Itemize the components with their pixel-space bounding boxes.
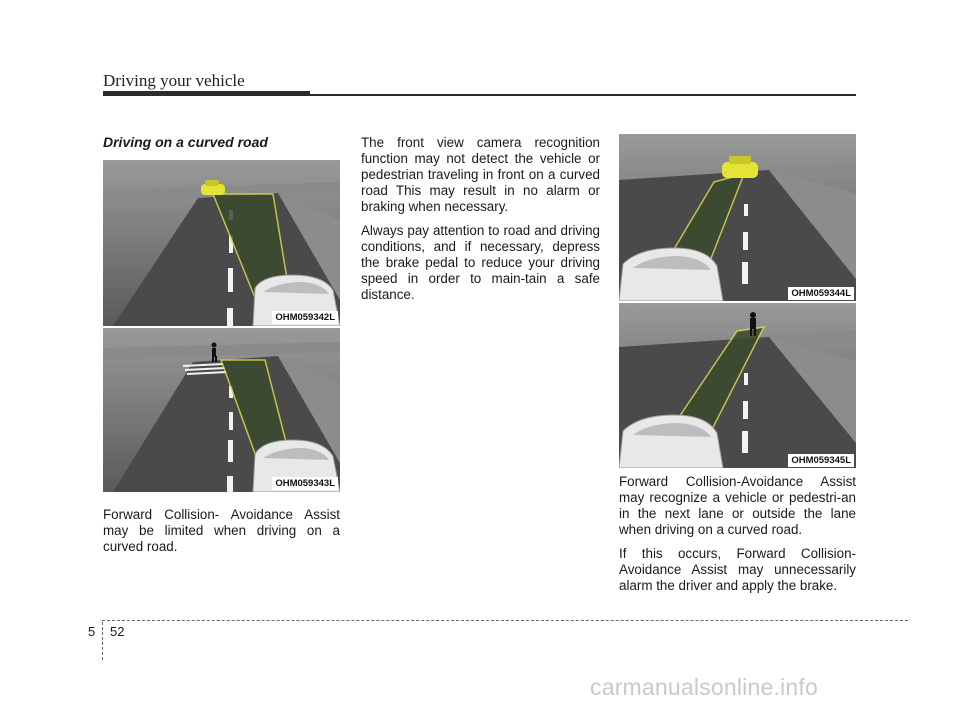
ego-car-icon xyxy=(619,248,723,301)
left-column-text xyxy=(103,507,340,563)
right-column-text xyxy=(619,474,856,602)
figure-outside-lane-pedestrian xyxy=(619,303,856,468)
illustration-curved-road-pedestrian xyxy=(103,328,340,492)
figure-curved-road-vehicle xyxy=(103,160,340,326)
header-rule-thin xyxy=(310,94,856,96)
paragraph-middle-1: The front view camera recognition function may not detect the vehicle or pedestrian traveling in front on a curved road This may result in no alarm or braking when necessary. xyxy=(361,135,600,214)
watermark-text: carmanualsonline.info xyxy=(590,674,818,700)
paragraph-right-1: Forward Collision-Avoidance Assist may recognize a vehicle or pedestri-an in the next lane or outside the lane when driving on a curved road. xyxy=(619,474,856,537)
paragraph-left-caption: Forward Collision- Avoidance Assist may be limited when driving on a curved road. xyxy=(103,507,340,554)
figure-curved-road-pedestrian xyxy=(103,328,340,492)
footer-vertical-divider xyxy=(102,622,103,660)
figure-caption: OHM059345L xyxy=(788,454,854,467)
illustration-next-lane-vehicle xyxy=(619,134,856,301)
illustration-outside-lane-pedestrian xyxy=(619,303,856,468)
chapter-number: 5 xyxy=(88,624,96,639)
paragraph-right-2: If this occurs, Forward Collision-Avoidance Assist may unnecessarily alarm the driver and apply the brake. xyxy=(619,546,856,593)
header-rule-thick xyxy=(103,91,310,96)
page-number: 52 xyxy=(110,624,125,639)
footer-divider xyxy=(102,620,908,621)
figure-caption: OHM059344L xyxy=(788,287,854,300)
illustration-curved-road-vehicle xyxy=(103,160,340,326)
figure-caption: OHM059342L xyxy=(272,311,338,324)
figure-caption: OHM059343L xyxy=(272,477,338,490)
figure-next-lane-vehicle xyxy=(619,134,856,301)
ego-car-icon xyxy=(619,415,723,468)
middle-column-text xyxy=(361,135,600,311)
page-header-title: Driving your vehicle xyxy=(103,71,245,90)
paragraph-middle-2: Always pay attention to road and driving conditions, and if necessary, depress the brake pedal to reduce your driving speed in order to main-tain a safe distance. xyxy=(361,223,600,302)
section-heading: Driving on a curved road xyxy=(103,134,268,150)
